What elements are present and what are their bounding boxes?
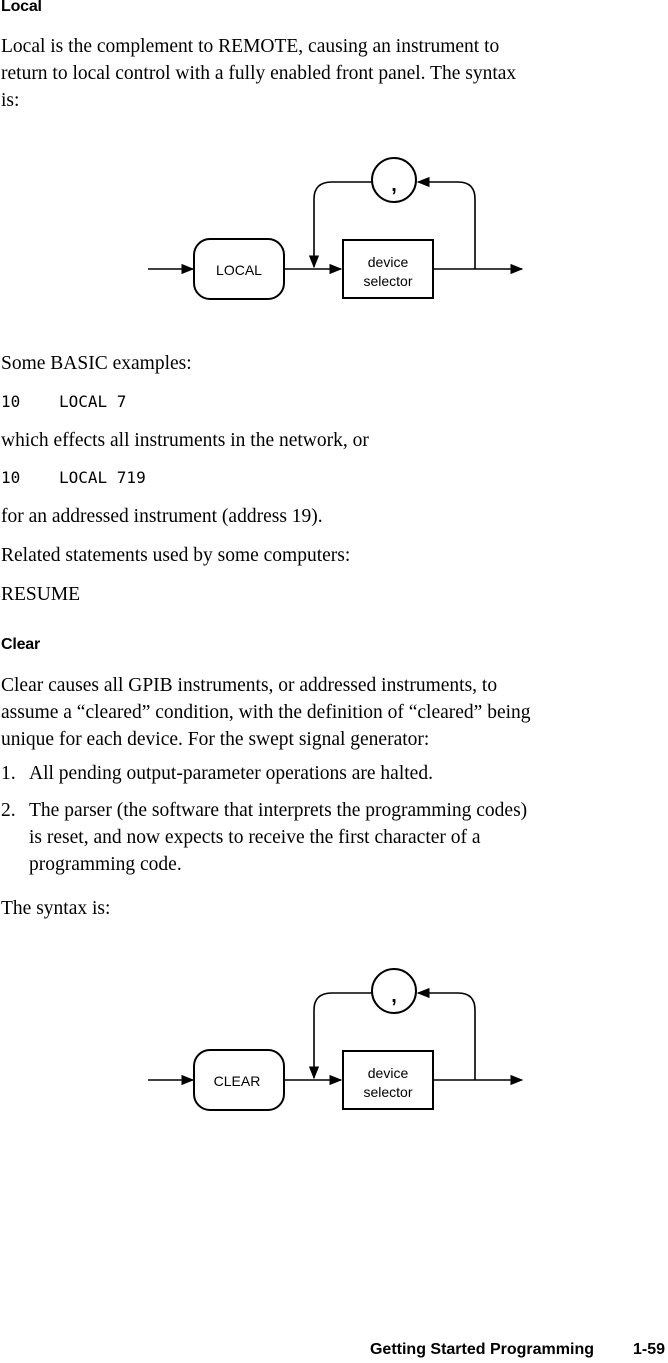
list-item	[1, 797, 527, 878]
local-description-line: Local is the complement to REMOTE, causing an instrument to	[1, 36, 500, 57]
local-description-line: return to local control with a fully enabled front panel. The syntax	[1, 63, 517, 84]
device-selector-label-line2: selector	[363, 273, 413, 289]
list-item	[1, 760, 527, 787]
clear-syntax-diagram	[140, 961, 540, 1125]
local-syntax-diagram	[140, 150, 540, 314]
clear-syntax-intro: The syntax is:	[1, 898, 111, 919]
device-selector-label-line1: device	[367, 254, 409, 270]
clear-description-line: Clear causes all GPIB instruments, or addressed instruments, to	[1, 675, 498, 696]
related-statement: RESUME	[1, 584, 81, 605]
clear-description	[1, 672, 531, 753]
local-description	[1, 33, 516, 114]
example-1-code: LOCAL 7	[59, 392, 127, 411]
step-number: 2.	[1, 800, 16, 821]
device-selector-label-line2: selector	[363, 1084, 413, 1100]
example-2-code: LOCAL 719	[59, 468, 146, 487]
step-number: 1.	[1, 763, 16, 784]
examples-intro: Some BASIC examples:	[1, 353, 192, 374]
footer-page-number: 1-59	[632, 1341, 665, 1358]
example-1-number: 10	[1, 392, 21, 411]
example-2-note: for an addressed instrument (address 19).	[1, 506, 323, 527]
device-selector-label-line1: device	[367, 1065, 409, 1081]
local-description-line: is:	[1, 90, 20, 111]
local-syntax-svg	[140, 150, 540, 310]
clear-description-line: unique for each device. For the swept signal generator:	[1, 729, 430, 750]
example-2-number: 10	[1, 468, 21, 487]
clear-heading: Clear	[1, 636, 41, 653]
clear-steps-list	[1, 760, 527, 878]
repeat-symbol: ,	[391, 174, 397, 196]
repeat-symbol: ,	[391, 985, 397, 1007]
clear-command-label: CLEAR	[213, 1073, 261, 1089]
local-command-label: LOCAL	[216, 262, 262, 278]
related-intro: Related statements used by some computers:	[1, 545, 351, 566]
footer-section-title: Getting Started Programming	[369, 1341, 594, 1358]
clear-description-line: assume a “cleared” condition, with the definition of “cleared” being	[1, 702, 531, 723]
step-line: programming code.	[29, 854, 182, 875]
step-line: The parser (the software that interprets the programming codes)	[29, 800, 528, 821]
clear-syntax-svg	[140, 961, 540, 1121]
local-heading: Local	[1, 0, 42, 15]
step-line: All pending output-parameter operations are halted.	[29, 763, 433, 784]
step-line: is reset, and now expects to receive the first character of a	[29, 827, 481, 848]
example-1-note: which effects all instruments in the network, or	[1, 430, 369, 451]
